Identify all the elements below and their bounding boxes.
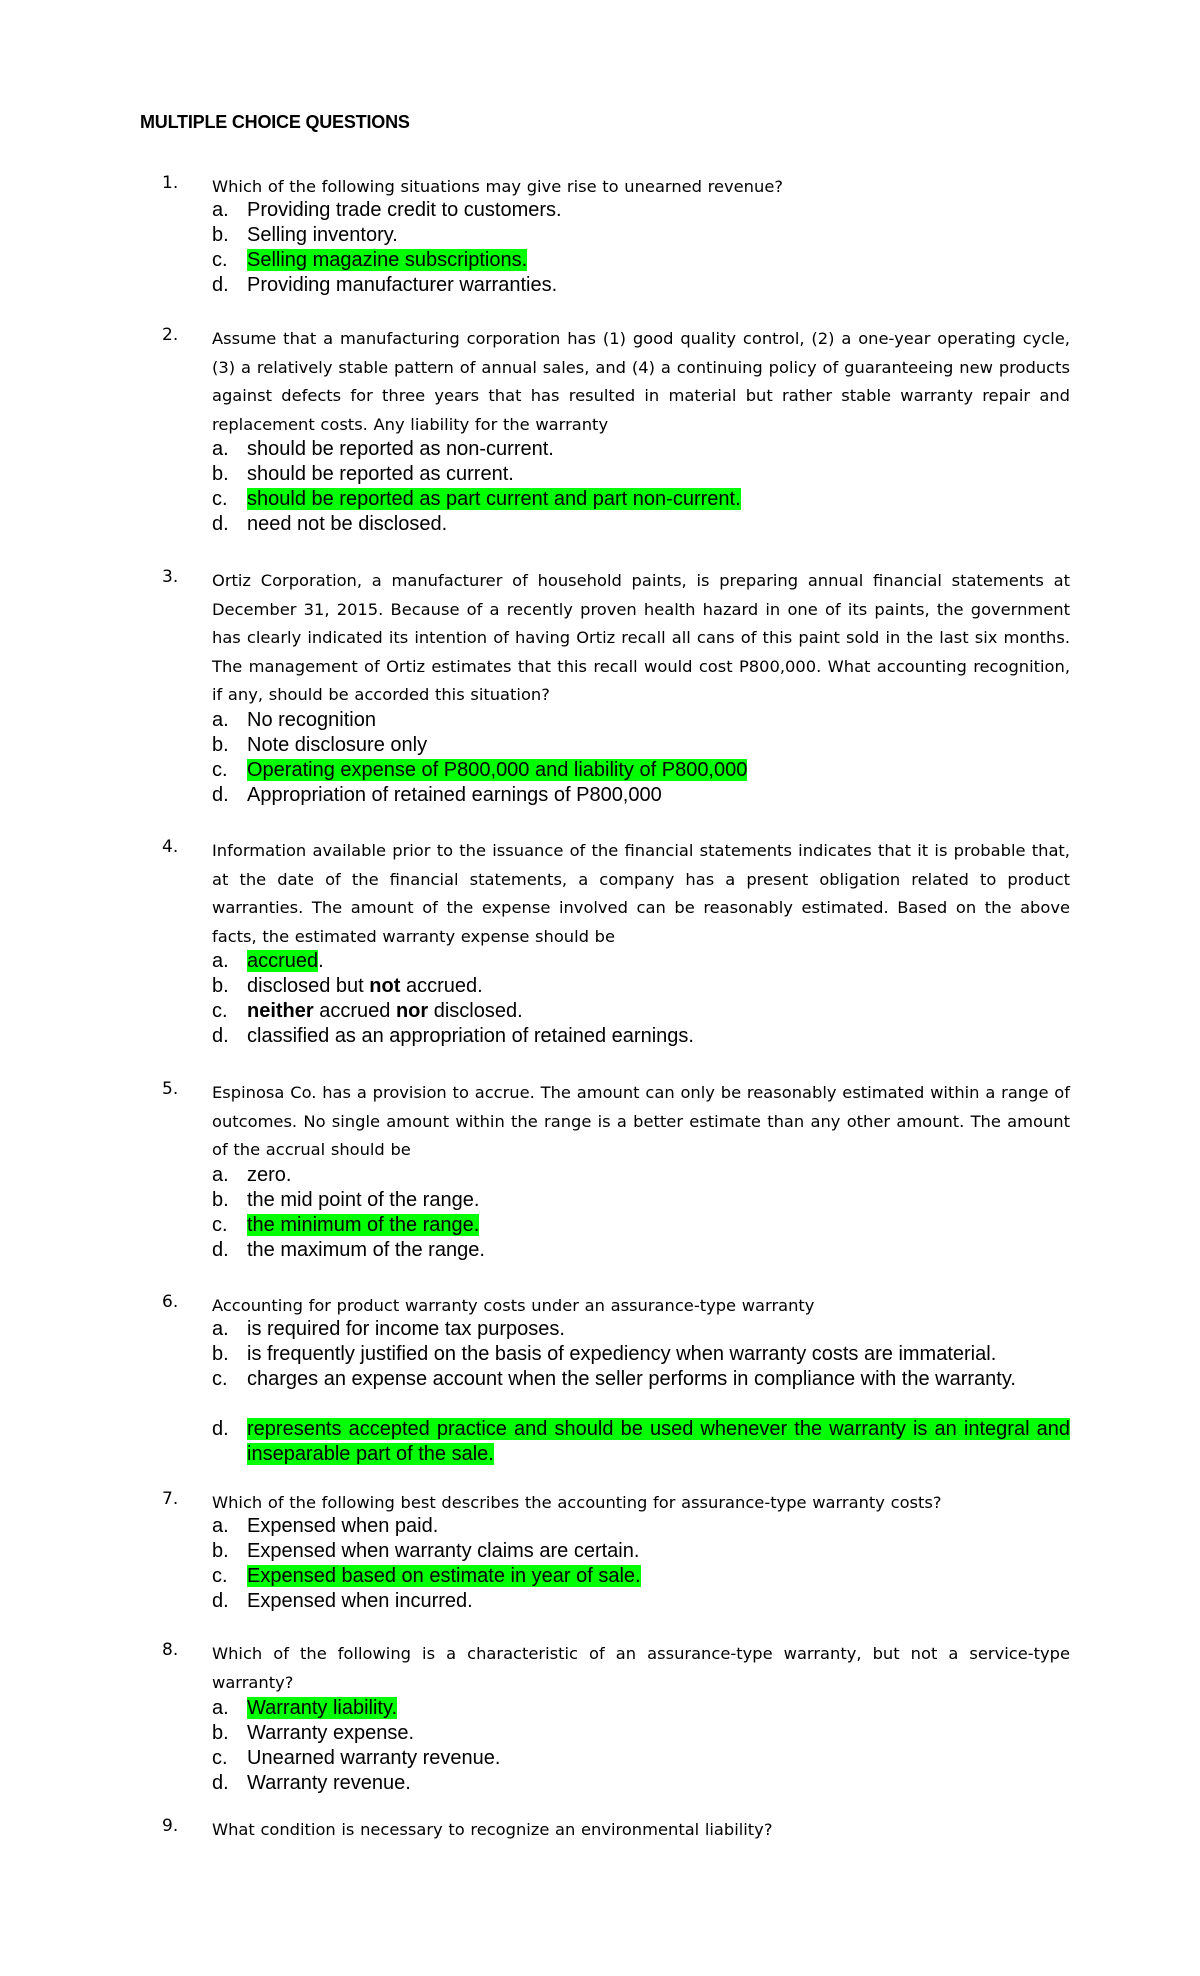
- option-text: Providing trade credit to customers.: [247, 199, 562, 221]
- question-number: 1.: [162, 173, 179, 193]
- option-c: [212, 1746, 1070, 1771]
- option-list: [212, 1696, 1070, 1796]
- option-text: Expensed when paid.: [247, 1515, 439, 1537]
- option-d: [212, 1771, 1070, 1796]
- option-letter: d.: [212, 1772, 229, 1794]
- option-text: Expensed when warranty claims are certain.: [247, 1540, 640, 1562]
- option-b: [212, 1539, 1070, 1564]
- option-b: [212, 1342, 1070, 1367]
- question-text: Information available prior to the issuance of the financial statements indicates that it is probable that, at the date of the financial statements, a company has a present obligation related to product warranties. The amount of the expense involved can be reasonably estimated. Based on the above facts, the estimated warranty expense should be: [212, 841, 1070, 946]
- correct-answer-highlight: Selling magazine subscriptions.: [247, 249, 528, 271]
- option-letter: b.: [212, 734, 229, 756]
- option-a: [212, 708, 1070, 733]
- option-text: Expensed when incurred.: [247, 1590, 473, 1612]
- option-letter: a.: [212, 438, 229, 460]
- question-number: 5.: [162, 1079, 179, 1099]
- correct-answer-highlight: the minimum of the range.: [247, 1214, 480, 1236]
- option-letter: d.: [212, 274, 229, 296]
- option-letter: d.: [212, 513, 229, 535]
- correct-answer-highlight: Operating expense of P800,000 and liability of P800,000: [247, 759, 748, 781]
- option-letter: b.: [212, 1722, 229, 1744]
- question-text: Which of the following situations may give rise to unearned revenue?: [212, 177, 783, 196]
- option-d: [212, 1238, 1070, 1263]
- option-letter: b.: [212, 975, 229, 997]
- option-letter: d.: [212, 1239, 229, 1261]
- option-list: [212, 708, 1070, 808]
- option-emphasis: nor: [395, 1000, 429, 1022]
- option-d: [212, 783, 1070, 808]
- correct-answer-highlight: accrued: [247, 950, 319, 972]
- option-list: [212, 1317, 1070, 1467]
- option-text: Unearned warranty revenue.: [247, 1747, 501, 1769]
- option-text: Appropriation of retained earnings of P800,000: [247, 784, 662, 806]
- option-text: disclosed but: [247, 975, 370, 997]
- option-text: is frequently justified on the basis of expediency when warranty costs are immaterial.: [247, 1343, 997, 1365]
- option-text: classified as an appropriation of retained earnings.: [247, 1025, 694, 1047]
- option-letter: b.: [212, 463, 229, 485]
- question-number: 6.: [162, 1292, 179, 1312]
- correct-answer-highlight: Warranty liability.: [247, 1697, 398, 1719]
- option-a: [212, 1317, 1070, 1342]
- option-d: [212, 1024, 1070, 1049]
- option-list: [212, 437, 1070, 537]
- option-letter: d.: [212, 784, 229, 806]
- option-a: [212, 198, 1070, 223]
- question-number: 9.: [162, 1816, 179, 1836]
- option-text: the mid point of the range.: [247, 1189, 480, 1211]
- option-d: [212, 512, 1070, 537]
- option-letter: c.: [212, 1747, 228, 1769]
- option-letter: c.: [212, 759, 228, 781]
- option-letter: b.: [212, 1189, 229, 1211]
- option-c: [212, 1213, 1070, 1238]
- option-a: [212, 437, 1070, 462]
- option-text: charges an expense account when the seller performs in compliance with the warranty.: [247, 1368, 1016, 1390]
- option-letter: c.: [212, 249, 228, 271]
- option-letter: c.: [212, 488, 228, 510]
- option-letter: a.: [212, 1318, 229, 1340]
- question-number: 7.: [162, 1489, 179, 1509]
- option-text: accrued.: [400, 975, 483, 997]
- question-number: 3.: [162, 567, 179, 587]
- option-text: accrued: [313, 1000, 396, 1022]
- option-d: [212, 1417, 1070, 1467]
- option-emphasis: neither: [247, 1000, 314, 1022]
- option-list: [212, 1514, 1070, 1614]
- option-letter: c.: [212, 1000, 228, 1022]
- option-b: [212, 223, 1070, 248]
- option-b: [212, 733, 1070, 758]
- option-text: the maximum of the range.: [247, 1239, 485, 1261]
- option-text: should be reported as current.: [247, 463, 514, 485]
- option-letter: c.: [212, 1214, 228, 1236]
- correct-answer-highlight: represents accepted practice and should be used whenever the warranty is an integral and inseparable part of the sale.: [247, 1418, 1070, 1465]
- option-b: [212, 1188, 1070, 1213]
- option-text: should be reported as non-current.: [247, 438, 554, 460]
- option-c: [212, 1564, 1070, 1589]
- question-text: Which of the following is a characteristic of an assurance-type warranty, but not a service-type warranty?: [212, 1644, 1070, 1692]
- option-letter: c.: [212, 1368, 228, 1390]
- question-text: What condition is necessary to recognize an environmental liability?: [212, 1820, 773, 1839]
- option-b: [212, 462, 1070, 487]
- option-letter: a.: [212, 709, 229, 731]
- option-text: Warranty expense.: [247, 1722, 415, 1744]
- question-number: 2.: [162, 325, 179, 345]
- option-text: disclosed.: [428, 1000, 523, 1022]
- option-list: [212, 198, 1070, 298]
- option-d: [212, 1589, 1070, 1614]
- option-letter: a.: [212, 1515, 229, 1537]
- option-suffix: .: [318, 950, 324, 972]
- option-letter: c.: [212, 1565, 228, 1587]
- option-text: Note disclosure only: [247, 734, 428, 756]
- option-c: [212, 1367, 1070, 1417]
- option-c: [212, 248, 1070, 273]
- option-letter: b.: [212, 1540, 229, 1562]
- option-b: [212, 1721, 1070, 1746]
- option-d: [212, 273, 1070, 298]
- option-b: [212, 974, 1070, 999]
- option-list: [212, 1163, 1070, 1263]
- option-letter: a.: [212, 950, 229, 972]
- question-text: Accounting for product warranty costs under an assurance-type warranty: [212, 1296, 815, 1315]
- option-text: No recognition: [247, 709, 376, 731]
- correct-answer-highlight: should be reported as part current and part non-current.: [247, 488, 741, 510]
- option-list: [212, 949, 1070, 1049]
- option-letter: d.: [212, 1590, 229, 1612]
- option-letter: a.: [212, 1164, 229, 1186]
- question-text: Espinosa Co. has a provision to accrue. The amount can only be reasonably estimated within a range of outcomes. No single amount within the range is a better estimate than any other amount. The amount of the accrual should be: [212, 1083, 1070, 1160]
- option-text: Providing manufacturer warranties.: [247, 274, 558, 296]
- question-text: Assume that a manufacturing corporation has (1) good quality control, (2) a one-year operating cycle, (3) a relatively stable pattern of annual sales, and (4) a continuing policy of guaranteeing new products against defects for three years that has resulted in material but rather stable warranty repair and replacement costs. Any liability for the warranty: [212, 329, 1070, 434]
- question-text: Which of the following best describes the accounting for assurance-type warranty costs?: [212, 1493, 942, 1512]
- option-letter: d.: [212, 1025, 229, 1047]
- option-text: zero.: [247, 1164, 292, 1186]
- option-text: Warranty revenue.: [247, 1772, 411, 1794]
- option-letter: a.: [212, 1697, 229, 1719]
- option-a: [212, 1696, 1070, 1721]
- option-text: need not be disclosed.: [247, 513, 448, 535]
- option-letter: a.: [212, 199, 229, 221]
- option-c: [212, 487, 1070, 512]
- question-text: Ortiz Corporation, a manufacturer of household paints, is preparing annual financial statements at December 31, 2015. Because of a recently proven health hazard in one of its paints, the government has clearly indicated its intention of having Ortiz recall all cans of this paint sold in the last six months. The management of Ortiz estimates that this recall would cost P800,000. What accounting recognition, if any, should be accorded this situation?: [212, 571, 1070, 705]
- correct-answer-highlight: Expensed based on estimate in year of sale.: [247, 1565, 641, 1587]
- option-a: [212, 949, 1070, 974]
- option-c: [212, 758, 1070, 783]
- option-a: [212, 1163, 1070, 1188]
- option-text: Selling inventory.: [247, 224, 398, 246]
- question-number: 8.: [162, 1640, 179, 1660]
- option-letter: b.: [212, 224, 229, 246]
- option-a: [212, 1514, 1070, 1539]
- question-number: 4.: [162, 837, 179, 857]
- option-emphasis: not: [369, 975, 401, 997]
- option-letter: d.: [212, 1418, 229, 1440]
- page-title: MULTIPLE CHOICE QUESTIONS: [140, 112, 410, 132]
- option-letter: b.: [212, 1343, 229, 1365]
- option-text: is required for income tax purposes.: [247, 1318, 565, 1340]
- option-c: [212, 999, 1070, 1024]
